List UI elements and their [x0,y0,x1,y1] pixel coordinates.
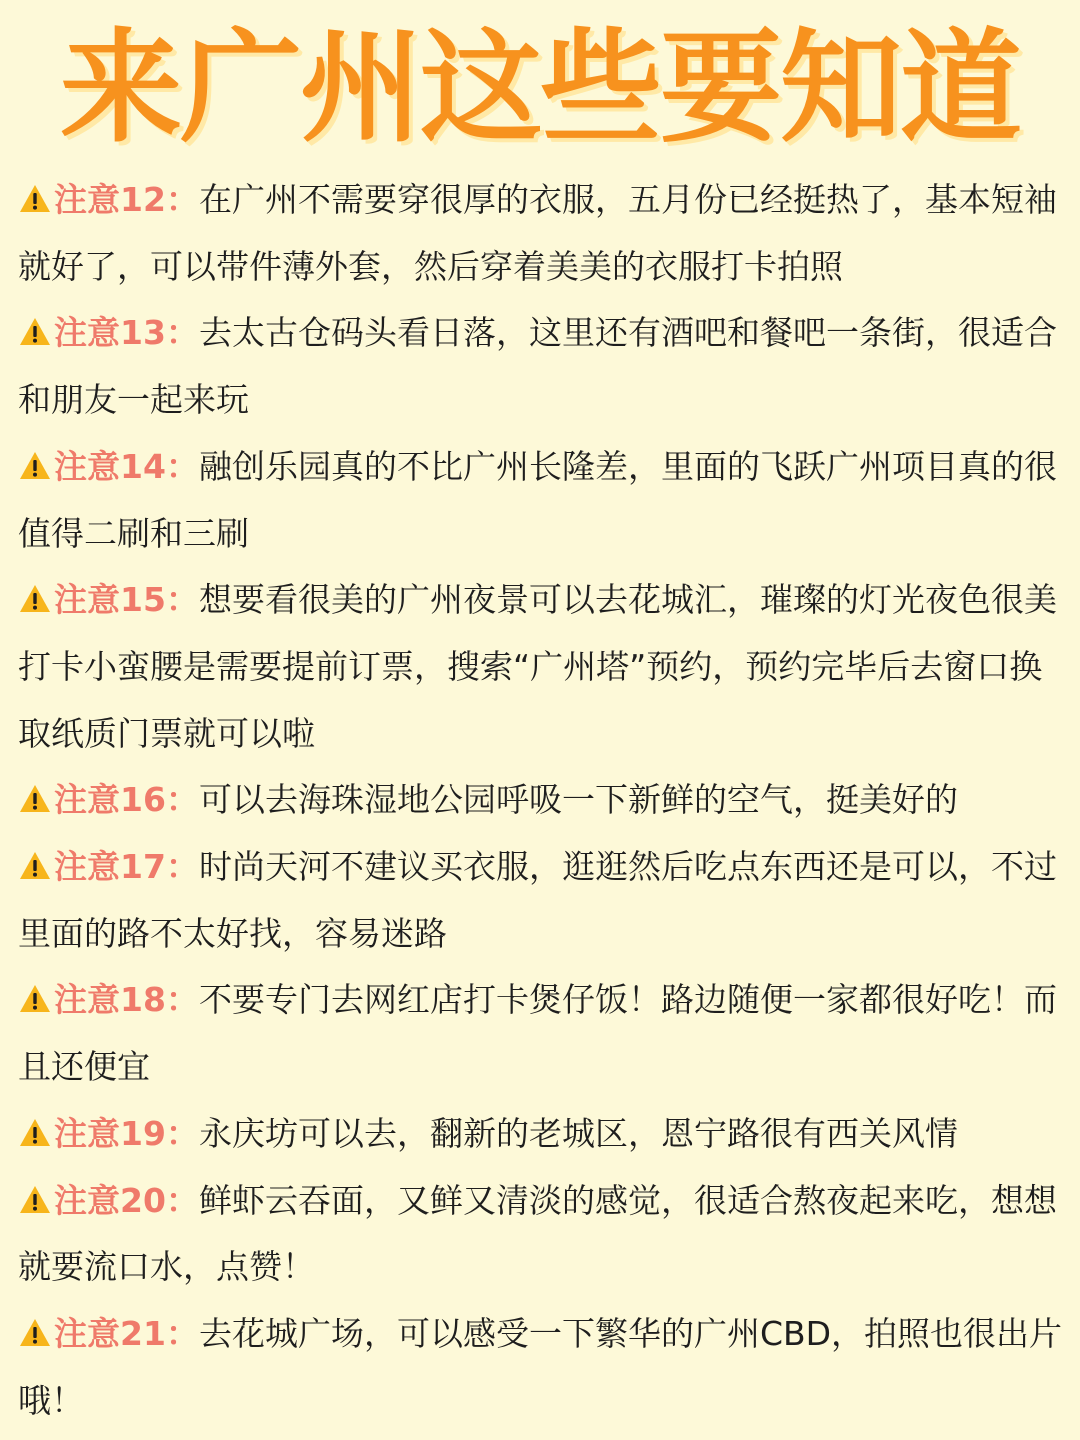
tip-item [18,167,1068,300]
tip-text: 不要专门去网红店打卡煲仔饭！路边随便一家都很好吃！而且还便宜 [18,980,1057,1087]
tip-text: 可以去海珠湿地公园呼吸一下新鲜的空气，挺美好的 [198,780,958,820]
tip-label: 注意18： [54,980,199,1020]
warning-icon [18,982,52,1016]
tip-item [18,1168,1068,1301]
tip-item [18,1301,1068,1434]
tip-label: 注意17： [54,847,199,887]
tip-item [18,834,1068,967]
tip-item [18,1101,1068,1168]
tip-item [18,767,1068,834]
tip-item [18,434,1068,567]
tip-text: 想要看很美的广州夜景可以去花城汇，璀璨的灯光夜色很美打卡小蛮腰是需要提前订票，搜索“广州塔”预约，预约完毕后去窗口换取纸质门票就可以啦 [18,580,1057,753]
warning-icon [18,582,52,616]
tip-text: 融创乐园真的不比广州长隆差，里面的飞跃广州项目真的很值得二刷和三刷 [18,446,1057,553]
tip-text: 在广州不需要穿很厚的衣服，五月份已经挺热了，基本短袖就好了，可以带件薄外套，然后穿着美美的衣服打卡拍照 [18,180,1057,286]
warning-icon [18,182,52,216]
tip-label: 注意21： [54,1313,199,1353]
tip-label: 注意14： [54,446,199,486]
tip-label: 注意15： [54,580,199,620]
warning-icon [18,315,52,349]
tip-label: 注意19： [54,1113,199,1153]
page-title: 来广州这些要知道 [60,17,1020,159]
warning-icon [18,449,52,483]
tip-item [18,967,1068,1100]
tip-text: 永庆坊可以去，翻新的老城区，恩宁路很有西关风情 [198,1113,958,1153]
tip-item [18,300,1068,433]
tip-label: 注意13： [54,313,199,353]
warning-icon [18,1183,52,1217]
warning-icon [18,1116,52,1150]
tip-label: 注意16： [54,780,199,820]
warning-icon [18,782,52,816]
tip-label: 注意20： [54,1180,199,1220]
tip-text: 去花城广场，可以感受一下繁华的广州CBD，拍照也很出片哦！ [18,1313,1063,1420]
warning-icon [18,1316,52,1350]
tip-item [18,567,1068,767]
tip-text: 去太古仓码头看日落，这里还有酒吧和餐吧一条街，很适合和朋友一起来玩 [18,313,1057,420]
tip-label: 注意12： [54,180,199,219]
warning-icon [18,849,52,883]
tip-text: 时尚天河不建议买衣服，逛逛然后吃点东西还是可以，不过里面的路不太好找，容易迷路 [18,847,1057,953]
tips-list [18,167,1068,1434]
tip-text: 鲜虾云吞面，又鲜又清淡的感觉，很适合熬夜起来吃，想想就要流口水，点赞！ [18,1180,1057,1287]
